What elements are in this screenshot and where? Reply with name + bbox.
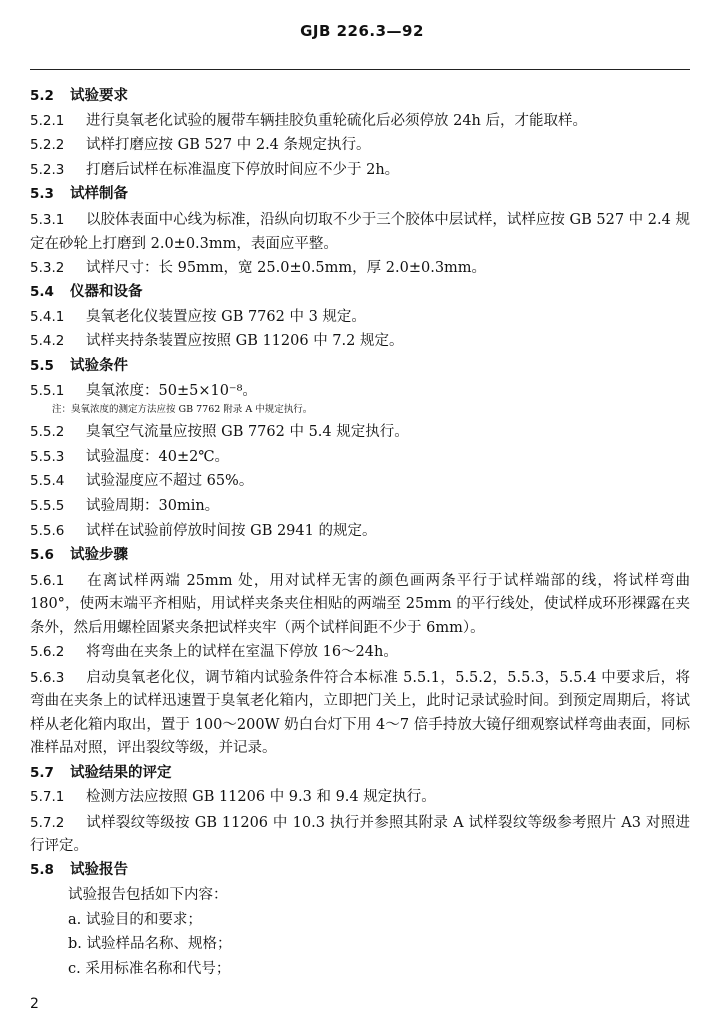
clause-5-3-1: 5.3.1 以胶体表面中心线为标准，沿纵向切取不少于三个胶体中层试样，试样应按 GB 527 中 2.4 规定在砂轮上打磨到 2.0±0.3mm，表面应平整。 (30, 211, 690, 252)
list-item: a. 试验目的和要求； (68, 911, 202, 928)
document-header: GJB 226.3—92 (300, 22, 424, 40)
clause-5-2-3: 5.2.3 打磨后试样在标准温度下停放时间应不少于 2h。 (30, 161, 400, 178)
section-5-5-heading: 5.5 试验条件 (30, 357, 128, 375)
clause-5-7-1: 5.7.1 检测方法应按照 GB 11206 中 9.3 和 9.4 规定执行。 (30, 789, 436, 806)
clause-5-6-1: 5.6.1 在离试样两端 25mm 处，用对试样无害的颜色画两条平行于试样端部的线，将试样弯曲 180°，使两末端平齐相贴，用试样夹条夹住相贴的两端至 25mm 的平行线处，使试样成环形裸露在夹条外，然后用螺栓固紧夹条把试样夹牢（两个试样间距不少于 6mm）。 (30, 572, 690, 636)
list-item: c. 采用标准名称和代号； (68, 960, 231, 977)
clause-5-6-3: 5.6.3 启动臭氧老化仪，调节箱内试验条件符合本标准 5.5.1，5.5.2，5.5.3，5.5.4 中要求后，将弯曲在夹条上的试样迅速置于臭氧老化箱内，立即把门关上，此时记录试验时间。到预定周期后，将试样从老化箱内取出，置于 100～200W 奶白台灯下用 4～7 倍手持放大镜仔细观察试样弯曲表面，同标准样品对照，评出裂纹等级，并记录。 (30, 669, 690, 757)
page-number: 2 (30, 996, 39, 1012)
clause-5-5-6: 5.5.6 试样在试验前停放时间按 GB 2941 的规定。 (30, 522, 377, 539)
clause-5-4-2: 5.4.2 试样夹持条装置应按照 GB 11206 中 7.2 规定。 (30, 333, 404, 350)
clause-5-7-2: 5.7.2 试样裂纹等级按 GB 11206 中 10.3 执行并参照其附录 A 试样裂纹等级参考照片 A3 对照进行评定。 (30, 814, 690, 855)
section-5-3-heading: 5.3 试样制备 (30, 185, 128, 203)
clause-5-2-1: 5.2.1 进行臭氧老化试验的履带车辆挂胶负重轮硫化后必须停放 24h 后，才能取样。 (30, 112, 588, 129)
clause-5-5-4: 5.5.4 试验湿度应不超过 65%。 (30, 473, 254, 490)
clause-5-5-3: 5.5.3 试验温度：40±2℃。 (30, 448, 230, 465)
section-5-2-heading: 5.2 试验要求 (30, 87, 128, 104)
section-5-4-heading: 5.4 仪器和设备 (30, 283, 143, 301)
clause-5-6-2: 5.6.2 将弯曲在夹条上的试样在室温下停放 16～24h。 (30, 644, 398, 661)
clause-5-5-1-note: 注：臭氧浓度的测定方法应按 GB 7762 附录 A 中规定执行。 (52, 404, 313, 416)
clause-5-3-2: 5.3.2 试样尺寸：长 95mm，宽 25.0±0.5mm，厚 2.0±0.3mm。 (30, 259, 487, 276)
report-intro: 试验报告包括如下内容： (68, 887, 228, 903)
clause-5-5-5: 5.5.5 试验周期：30min。 (30, 498, 220, 514)
clause-5-2-2: 5.2.2 试样打磨应按 GB 527 中 2.4 条规定执行。 (30, 137, 371, 154)
clause-5-5-2: 5.5.2 臭氧空气流量应按照 GB 7762 中 5.4 规定执行。 (30, 424, 409, 441)
section-5-7-heading: 5.7 试验结果的评定 (30, 763, 172, 781)
section-5-6-heading: 5.6 试验步骤 (30, 546, 128, 564)
clause-5-5-1: 5.5.1 臭氧浓度：50±5×10⁻⁸。 (30, 382, 257, 399)
list-item: b. 试验样品名称、规格； (68, 936, 232, 953)
document-body (30, 86, 690, 983)
clause-5-4-1: 5.4.1 臭氧老化仪装置应按 GB 7762 中 3 规定。 (30, 308, 366, 325)
header-rule (30, 69, 690, 70)
section-5-8-heading: 5.8 试验报告 (30, 861, 128, 879)
